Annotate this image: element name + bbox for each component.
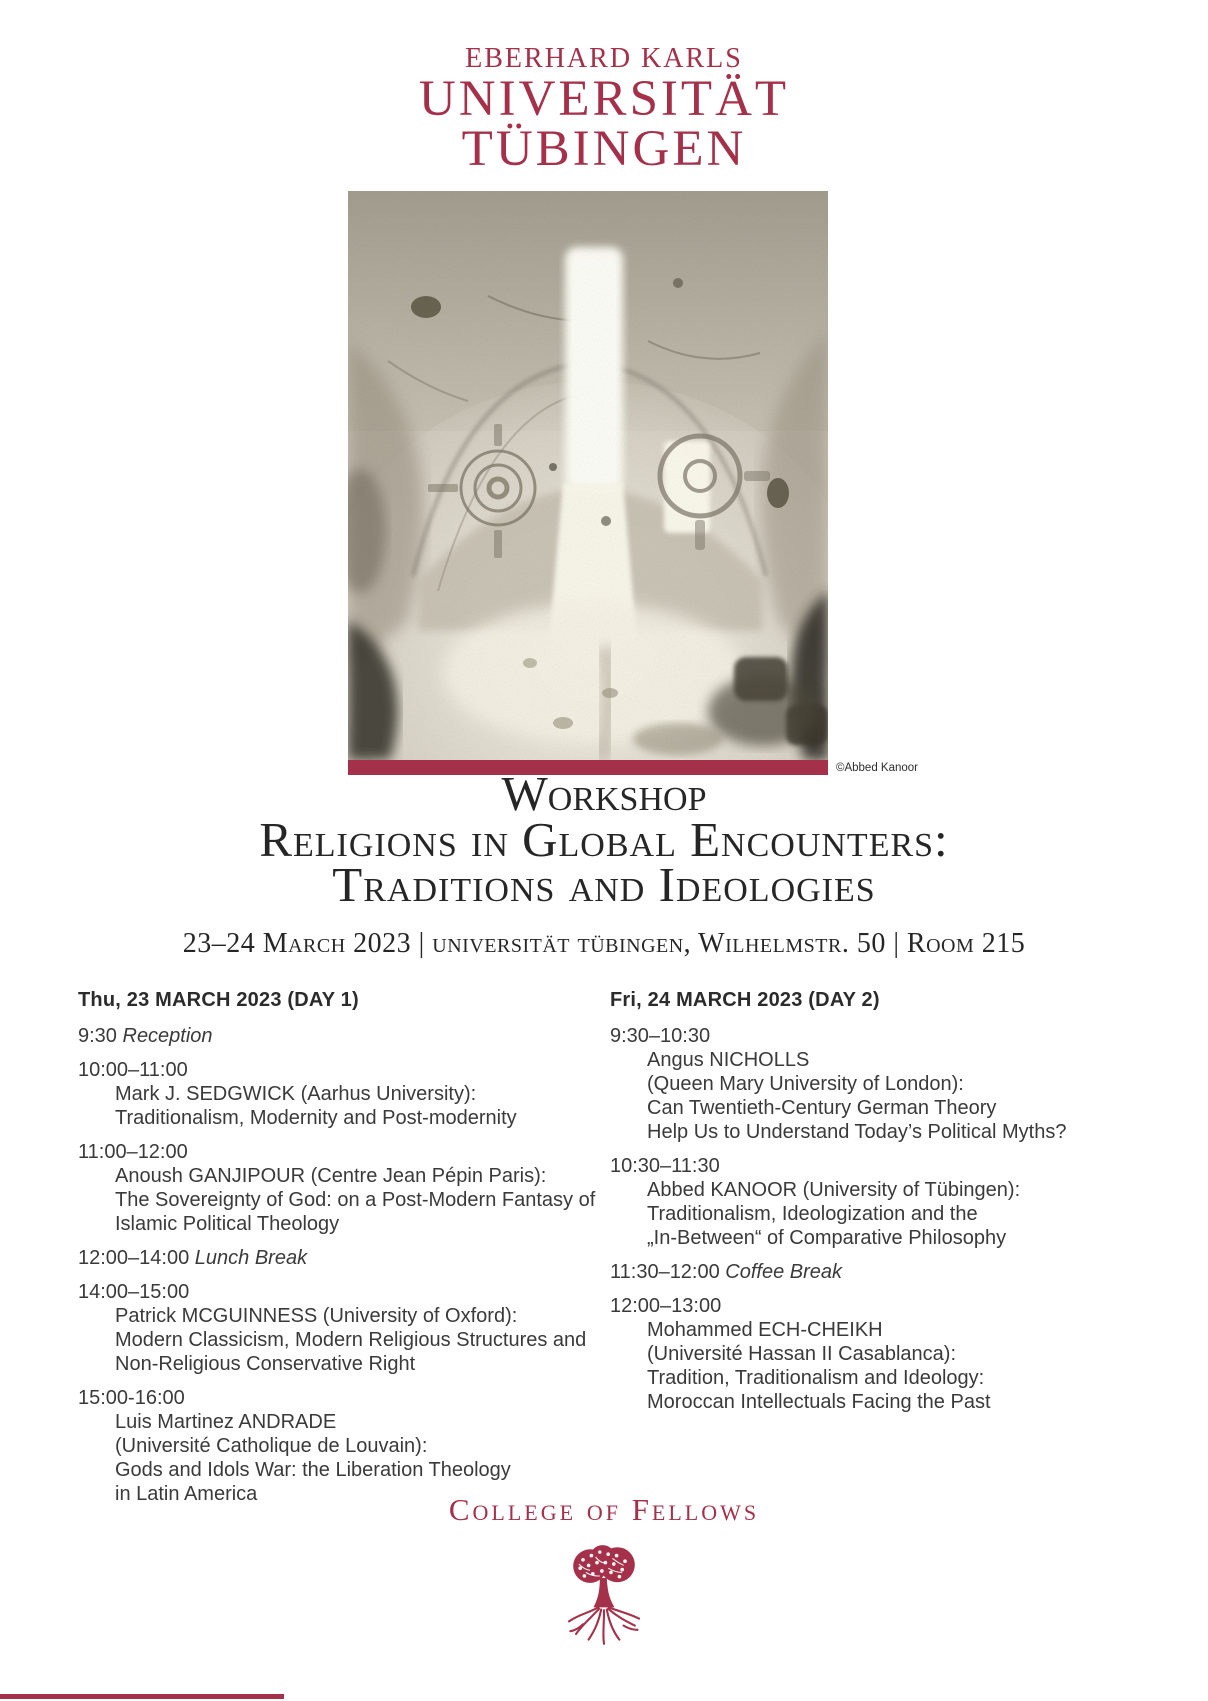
title-line-3: Traditions and Ideologies: [332, 857, 876, 912]
session-note: Lunch Break: [189, 1247, 308, 1269]
session-time: 15:00-16:00: [78, 1387, 185, 1409]
day1-items: [78, 1024, 598, 1506]
session: [610, 1294, 1080, 1414]
title-line-2: Religions in Global Encounters:: [259, 812, 949, 867]
schedule-day-2: [610, 988, 1080, 1424]
session-details: Mark J. SEDGWICK (Aarhus University): Traditionalism, Modernity and Post-modernity: [115, 1083, 517, 1129]
cave-photo: [348, 191, 828, 760]
session-time: 11:30–12:00 Coffee Break: [610, 1261, 843, 1283]
logo-line-eberhard-karls: EBERHARD KARLS: [465, 43, 743, 74]
session-details: Luis Martinez ANDRADE (Université Catholique de Louvain): Gods and Idols War: the Liberation Theology in Latin America: [115, 1411, 511, 1505]
session-note: Coffee Break: [719, 1261, 843, 1283]
session-time: 14:00–15:00: [78, 1281, 190, 1303]
session-time: 12:00–14:00 Lunch Break: [78, 1247, 308, 1269]
day2-items: [610, 1024, 1080, 1414]
logo-line-universitaet: UNIVERSITÄT: [418, 71, 790, 127]
session: [78, 1140, 598, 1236]
session-time: 10:00–11:00: [78, 1059, 188, 1081]
university-logo: [0, 43, 1208, 177]
session-details: Patrick MCGUINNESS (University of Oxford): Modern Classicism, Modern Religious Structures and Non-Religious Conservative Right: [115, 1305, 587, 1375]
session: [78, 1058, 598, 1130]
session-time: 9:30–10:30: [610, 1025, 711, 1047]
session-time: 9:30 Reception: [78, 1025, 213, 1047]
session-time: 10:30–11:30: [610, 1155, 720, 1177]
schedule-day-1: [78, 988, 598, 1516]
day1-header: Thu, 23 MARCH 2023 (DAY 1): [78, 989, 359, 1011]
date-venue-line: 23–24 March 2023 | universität tübingen, Wilhelmstr. 50 | Room 215: [182, 928, 1026, 959]
college-of-fellows-logo: [0, 1543, 1208, 1660]
title-workshop: Workshop: [501, 766, 707, 821]
session-details: Abbed KANOOR (University of Tübingen): Traditionalism, Ideologization and the „In-Between“ of Comparative Philosophy: [647, 1179, 1021, 1249]
session-details: Mohammed ECH-CHEIKH (Université Hassan II Casablanca): Tradition, Traditionalism and Ideology: Moroccan Intellectuals Facing the Past: [647, 1319, 991, 1413]
session: [78, 1386, 598, 1506]
session: [78, 1246, 598, 1270]
college-of-fellows-label: College of Fellows: [448, 1492, 760, 1527]
session: [610, 1154, 1080, 1250]
session: [78, 1280, 598, 1376]
photo-credit: ©Abbed Kanoor: [836, 762, 919, 774]
session: [610, 1260, 1080, 1284]
session-details: Anoush GANJIPOUR (Centre Jean Pépin Paris): The Sovereignty of God: on a Post-Modern Fantasy of Islamic Political Theology: [115, 1165, 596, 1235]
photo-block: [348, 191, 919, 775]
session-time: 12:00–13:00: [610, 1295, 722, 1317]
session-note: Reception: [116, 1025, 213, 1047]
tree-icon: [561, 1543, 647, 1655]
logo-line-tuebingen: TÜBINGEN: [461, 121, 747, 177]
session-time: 11:00–12:00: [78, 1141, 188, 1163]
session: [78, 1024, 598, 1048]
session-details: Angus NICHOLLS (Queen Mary University of London): Can Twentieth-Century German Theory Help Us to Understand Today’s Political Myths?: [647, 1049, 1067, 1143]
day2-header: Fri, 24 MARCH 2023 (DAY 2): [610, 989, 880, 1011]
session: [610, 1024, 1080, 1144]
bottom-red-rule: [0, 1694, 284, 1699]
